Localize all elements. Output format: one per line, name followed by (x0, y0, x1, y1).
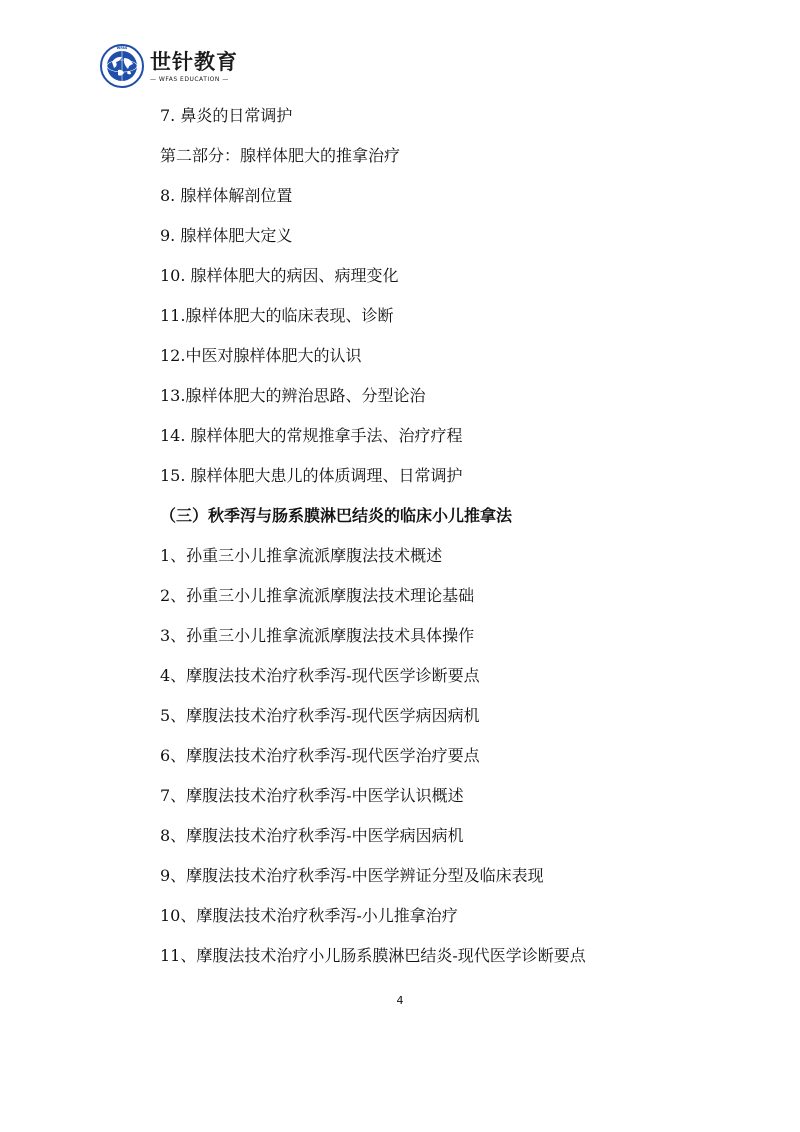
document-body (160, 96, 680, 976)
list-item: 1、孙重三小儿推拿流派摩腹法技术概述 (160, 546, 443, 565)
list-item: 9. 腺样体肥大定义 (160, 226, 293, 245)
list-item: 5、摩腹法技术治疗秋季泻-现代医学病因病机 (160, 706, 480, 725)
list-item: 4、摩腹法技术治疗秋季泻-现代医学诊断要点 (160, 666, 480, 685)
list-item: 3、孙重三小儿推拿流派摩腹法技术具体操作 (160, 626, 475, 645)
list-item: 9、摩腹法技术治疗秋季泻-中医学辨证分型及临床表现 (160, 866, 544, 885)
logo-ring-text: WFAS (116, 46, 128, 51)
list-item: 8. 腺样体解剖位置 (160, 186, 293, 205)
list-item: 8、摩腹法技术治疗秋季泻-中医学病因病机 (160, 826, 464, 845)
list-item: 10、摩腹法技术治疗秋季泻-小儿推拿治疗 (160, 906, 458, 925)
list-item: 2、孙重三小儿推拿流派摩腹法技术理论基础 (160, 586, 475, 605)
section-heading-bold: （三）秋季泻与肠系膜淋巴结炎的临床小儿推拿法 (160, 506, 513, 525)
list-item: 11、摩腹法技术治疗小儿肠系膜淋巴结炎-现代医学诊断要点 (160, 946, 586, 965)
list-item: 12.中医对腺样体肥大的认识 (160, 346, 362, 365)
brand-logo (100, 44, 238, 88)
list-item: 11.腺样体肥大的临床表现、诊断 (160, 306, 394, 325)
list-item: 6、摩腹法技术治疗秋季泻-现代医学治疗要点 (160, 746, 480, 765)
list-item: 10. 腺样体肥大的病因、病理变化 (160, 266, 399, 285)
list-item: 7. 鼻炎的日常调护 (160, 106, 293, 125)
list-item: 7、摩腹法技术治疗秋季泻-中医学认识概述 (160, 786, 464, 805)
brand-name-en: — WFAS EDUCATION — (150, 75, 229, 83)
brand-name-cn: 世针教育 (150, 49, 238, 74)
list-item: 15. 腺样体肥大患儿的体质调理、日常调护 (160, 466, 463, 485)
globe-logo-icon (100, 44, 144, 88)
list-item: 14. 腺样体肥大的常规推拿手法、治疗疗程 (160, 426, 463, 445)
section-heading: 第二部分：腺样体肥大的推拿治疗 (160, 146, 401, 165)
page-number: 4 (396, 994, 404, 1007)
list-item: 13.腺样体肥大的辨治思路、分型论治 (160, 386, 426, 405)
